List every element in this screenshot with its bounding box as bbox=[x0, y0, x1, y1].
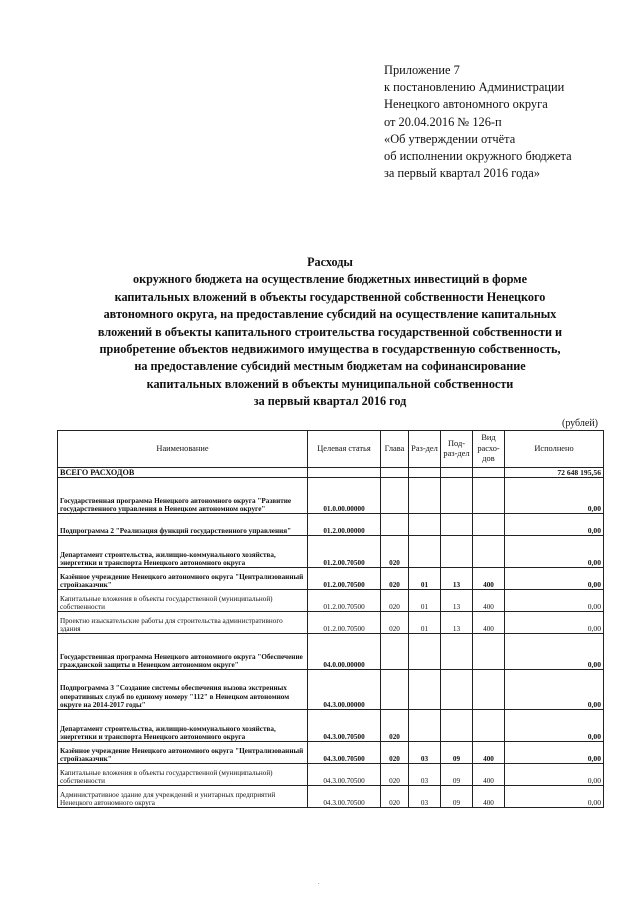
cell-section: 01 bbox=[409, 612, 441, 634]
cell-subsection bbox=[441, 514, 473, 536]
cell-section bbox=[409, 670, 441, 710]
cell-section bbox=[409, 478, 441, 514]
cell-exptype bbox=[473, 536, 505, 568]
table-row bbox=[58, 536, 604, 568]
cell-exptype: 400 bbox=[473, 742, 505, 764]
cell-target: 01.0.00.00000 bbox=[308, 478, 381, 514]
table-row bbox=[58, 590, 604, 612]
cell-exptype: 400 bbox=[473, 764, 505, 786]
cell-subsection bbox=[441, 710, 473, 742]
appendix-line: Приложение 7 bbox=[384, 63, 460, 77]
cell-section bbox=[409, 536, 441, 568]
cell-name: Департамент строительства, жилищно-коммунального хозяйства, энергетики и транспорта Ненецкого автономного округа bbox=[58, 710, 308, 742]
cell-exptype: 400 bbox=[473, 786, 505, 808]
cell-chapter bbox=[381, 634, 409, 670]
cell-chapter: 020 bbox=[381, 536, 409, 568]
cell-name: Проектно изыскательские работы для строительства административного здания bbox=[58, 612, 308, 634]
cell-subsection: 09 bbox=[441, 742, 473, 764]
appendix-line: к постановлению Администрации bbox=[384, 80, 565, 95]
cell-name: Государственная программа Ненецкого автономного округа "Развитие государственного управления в Ненецком автономном округе" bbox=[58, 478, 308, 514]
cell-exptype bbox=[473, 478, 505, 514]
title-line: за первый квартал 2016 год bbox=[253, 394, 407, 409]
expenditure-table bbox=[57, 430, 604, 808]
cell-executed: 0,00 bbox=[505, 478, 604, 514]
appendix-line: «Об утверждении отчёта bbox=[384, 131, 516, 146]
cell-chapter bbox=[381, 670, 409, 710]
header-subsection: Под-раз-дел bbox=[441, 431, 473, 468]
cell-executed: 0,00 bbox=[505, 514, 604, 536]
cell-executed: 72 648 195,56 bbox=[505, 468, 604, 478]
cell-chapter bbox=[381, 514, 409, 536]
cell-subsection: 13 bbox=[441, 568, 473, 590]
cell-chapter: 020 bbox=[381, 742, 409, 764]
title-line: на предоставление субсидий местным бюджетам на софинансирование bbox=[134, 359, 526, 374]
title-line: автономного округа, на предоставление субсидий на осуществление капитальных bbox=[103, 307, 557, 322]
cell-chapter: 020 bbox=[381, 786, 409, 808]
cell-name: Капитальные вложения в объекты государственной (муниципальной) собственности bbox=[58, 764, 308, 786]
cell-executed: 0,00 bbox=[505, 670, 604, 710]
document-title bbox=[40, 254, 620, 411]
table-row bbox=[58, 742, 604, 764]
title-line: окружного бюджета на осуществление бюджетных инвестиций в форме bbox=[132, 272, 528, 287]
cell-section: 01 bbox=[409, 590, 441, 612]
footer-mark: . bbox=[318, 880, 320, 886]
title-line: капитальных вложений в объекты государственной собственности Ненецкого bbox=[114, 289, 546, 304]
cell-section: 03 bbox=[409, 786, 441, 808]
cell-chapter: 020 bbox=[381, 568, 409, 590]
appendix-block bbox=[384, 62, 634, 182]
table-row bbox=[58, 710, 604, 742]
table-row bbox=[58, 764, 604, 786]
cell-chapter: 020 bbox=[381, 612, 409, 634]
header-target: Целевая статья bbox=[308, 431, 381, 468]
cell-name: Казённое учреждение Ненецкого автономного округа "Централизованный стройзаказчик" bbox=[58, 568, 308, 590]
title-line: Расходы bbox=[307, 255, 353, 269]
cell-target: 04.3.00.70500 bbox=[308, 710, 381, 742]
table-header-row bbox=[58, 431, 604, 468]
cell-target: 04.3.00.70500 bbox=[308, 786, 381, 808]
cell-name: ВСЕГО РАСХОДОВ bbox=[58, 468, 308, 478]
table-row bbox=[58, 670, 604, 710]
cell-target: 01.2.00.70500 bbox=[308, 590, 381, 612]
cell-section: 03 bbox=[409, 742, 441, 764]
cell-executed: 0,00 bbox=[505, 568, 604, 590]
cell-chapter bbox=[381, 468, 409, 478]
title-line: приобретение объектов недвижимого имущества в государственную собственность, bbox=[99, 342, 561, 357]
cell-exptype bbox=[473, 468, 505, 478]
cell-executed: 0,00 bbox=[505, 742, 604, 764]
table-row bbox=[58, 478, 604, 514]
cell-target: 04.3.00.70500 bbox=[308, 742, 381, 764]
cell-section: 01 bbox=[409, 568, 441, 590]
cell-subsection bbox=[441, 634, 473, 670]
cell-target: 04.0.00.00000 bbox=[308, 634, 381, 670]
cell-chapter: 020 bbox=[381, 590, 409, 612]
header-chapter: Глава bbox=[381, 431, 409, 468]
cell-executed: 0,00 bbox=[505, 536, 604, 568]
cell-name: Государственная программа Ненецкого автономного округа "Обеспечение гражданской защиты в Ненецком автономном округе" bbox=[58, 634, 308, 670]
title-line: вложений в объекты капитального строительства государственной собственности и bbox=[97, 324, 563, 339]
cell-target: 04.3.00.70500 bbox=[308, 764, 381, 786]
cell-subsection: 09 bbox=[441, 786, 473, 808]
cell-exptype: 400 bbox=[473, 590, 505, 612]
cell-executed: 0,00 bbox=[505, 764, 604, 786]
cell-section bbox=[409, 634, 441, 670]
cell-name: Подпрограмма 2 "Реализация функций государственного управления" bbox=[58, 514, 308, 536]
appendix-line: от 20.04.2016 № 126-п bbox=[384, 114, 502, 129]
units-label: (рублей) bbox=[561, 418, 598, 429]
cell-exptype bbox=[473, 514, 505, 536]
table-row bbox=[58, 568, 604, 590]
cell-exptype: 400 bbox=[473, 612, 505, 634]
table-row bbox=[58, 514, 604, 536]
header-executed: Исполнено bbox=[505, 431, 604, 468]
cell-executed: 0,00 bbox=[505, 590, 604, 612]
cell-target: 01.2.00.70500 bbox=[308, 536, 381, 568]
cell-subsection: 09 bbox=[441, 764, 473, 786]
table-row bbox=[58, 634, 604, 670]
cell-target bbox=[308, 468, 381, 478]
cell-chapter bbox=[381, 478, 409, 514]
cell-executed: 0,00 bbox=[505, 634, 604, 670]
appendix-line: Ненецкого автономного округа bbox=[384, 97, 548, 112]
cell-exptype bbox=[473, 670, 505, 710]
cell-name: Подпрограмма 3 "Создание системы обеспечения вызова экстренных оперативных служб по единому номеру "112" в Ненецком автономном округе на 2014-2017 годы" bbox=[58, 670, 308, 710]
cell-subsection: 13 bbox=[441, 590, 473, 612]
cell-section: 03 bbox=[409, 764, 441, 786]
cell-name: Административное здание для учреждений и унитарных предприятий Ненецкого автономного округа bbox=[58, 786, 308, 808]
cell-chapter: 020 bbox=[381, 764, 409, 786]
header-name: Наименование bbox=[58, 431, 308, 468]
cell-target: 01.2.00.70500 bbox=[308, 612, 381, 634]
appendix-line: об исполнении окружного бюджета bbox=[384, 149, 572, 164]
table-row bbox=[58, 468, 604, 478]
table-row bbox=[58, 612, 604, 634]
cell-executed: 0,00 bbox=[505, 786, 604, 808]
cell-subsection bbox=[441, 478, 473, 514]
cell-exptype bbox=[473, 710, 505, 742]
cell-target: 04.3.00.00000 bbox=[308, 670, 381, 710]
table-row bbox=[58, 786, 604, 808]
cell-section bbox=[409, 514, 441, 536]
cell-section bbox=[409, 710, 441, 742]
cell-subsection bbox=[441, 670, 473, 710]
header-exptype: Вид расхо-дов bbox=[473, 431, 505, 468]
cell-section bbox=[409, 468, 441, 478]
cell-name: Капитальные вложения в объекты государственной (муниципальной) собственности bbox=[58, 590, 308, 612]
cell-name: Департамент строительства, жилищно-коммунального хозяйства, энергетики и транспорта Ненецкого автономного округа bbox=[58, 536, 308, 568]
cell-subsection bbox=[441, 536, 473, 568]
cell-executed: 0,00 bbox=[505, 710, 604, 742]
cell-target: 01.2.00.00000 bbox=[308, 514, 381, 536]
cell-target: 01.2.00.70500 bbox=[308, 568, 381, 590]
appendix-line: за первый квартал 2016 года» bbox=[384, 166, 540, 181]
cell-executed: 0,00 bbox=[505, 612, 604, 634]
cell-chapter: 020 bbox=[381, 710, 409, 742]
header-section: Раз-дел bbox=[409, 431, 441, 468]
cell-exptype bbox=[473, 634, 505, 670]
cell-exptype: 400 bbox=[473, 568, 505, 590]
cell-name: Казённое учреждение Ненецкого автономного округа "Централизованный стройзаказчик" bbox=[58, 742, 308, 764]
cell-subsection: 13 bbox=[441, 612, 473, 634]
title-line: капитальных вложений в объекты муниципальной собственности bbox=[146, 376, 514, 391]
cell-subsection bbox=[441, 468, 473, 478]
